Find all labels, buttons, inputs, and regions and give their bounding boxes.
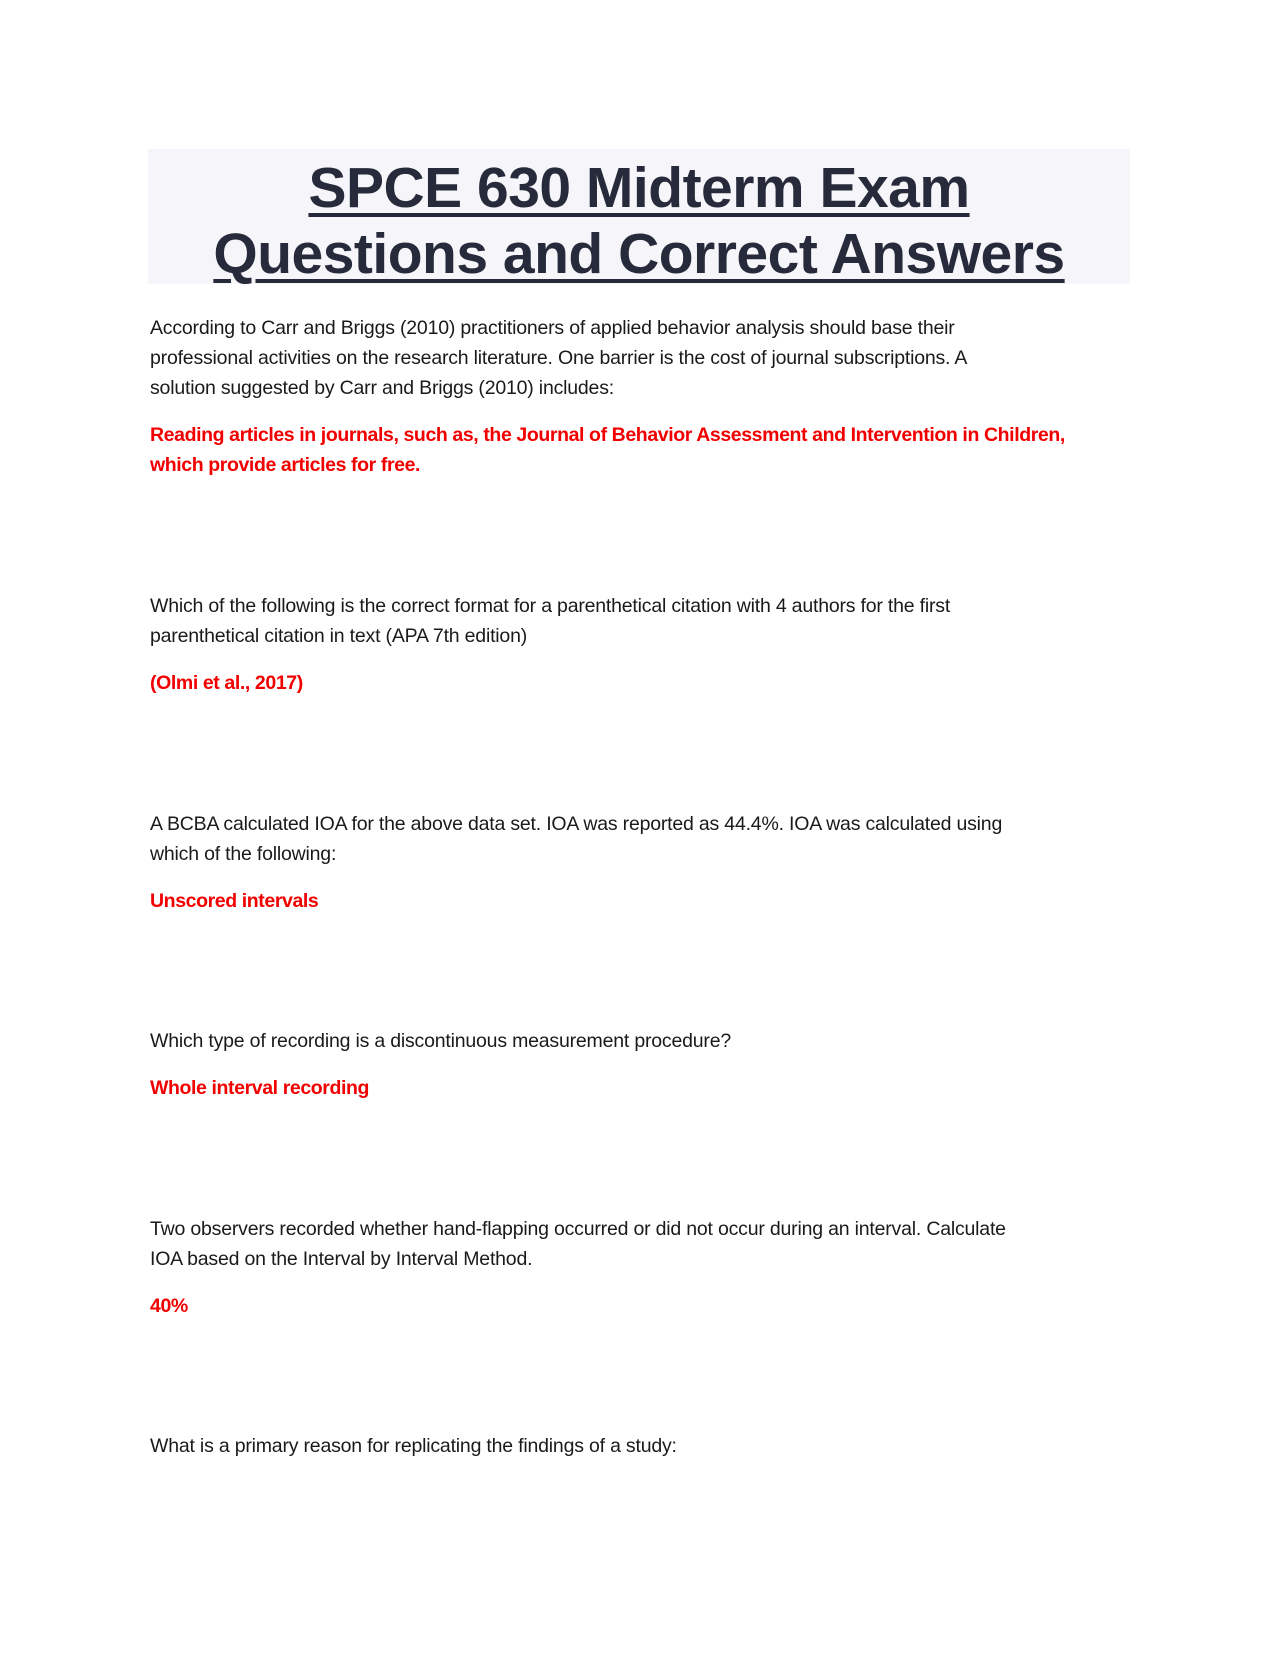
document-title [148, 149, 1130, 284]
question-text: IOA based on the Interval by Interval Method. [150, 1248, 533, 1270]
question-text: Which type of recording is a discontinuous measurement procedure? [150, 1030, 731, 1052]
question-text: solution suggested by Carr and Briggs (2010) includes: [150, 377, 614, 399]
answer-text: (Olmi et al., 2017) [150, 672, 303, 694]
answer-text: 40% [150, 1295, 188, 1317]
question-text: A BCBA calculated IOA for the above data set. IOA was reported as 44.4%. IOA was calculated using [150, 813, 1003, 835]
answer-text: Whole interval recording [150, 1077, 370, 1099]
answer-text: Unscored intervals [150, 890, 319, 912]
question-text: Which of the following is the correct format for a parenthetical citation with 4 authors for the first [150, 595, 951, 617]
question-text: parenthetical citation in text (APA 7th edition) [150, 625, 528, 647]
title-line-1: SPCE 630 Midterm Exam [308, 156, 970, 220]
question-text: Two observers recorded whether hand-flapping occurred or did not occur during an interval. Calculate [150, 1218, 1006, 1240]
question-text: professional activities on the research literature. One barrier is the cost of journal subscriptions. A [150, 347, 968, 369]
question-text: What is a primary reason for replicating the findings of a study: [150, 1435, 677, 1457]
answer-text: Reading articles in journals, such as, the Journal of Behavior Assessment and Intervention in Children, [150, 424, 1065, 446]
title-line-2: Questions and Correct Answers [213, 222, 1065, 286]
question-text: According to Carr and Briggs (2010) practitioners of applied behavior analysis should base their [150, 317, 955, 339]
question-text: which of the following: [150, 843, 337, 865]
answer-text: which provide articles for free. [150, 454, 421, 476]
